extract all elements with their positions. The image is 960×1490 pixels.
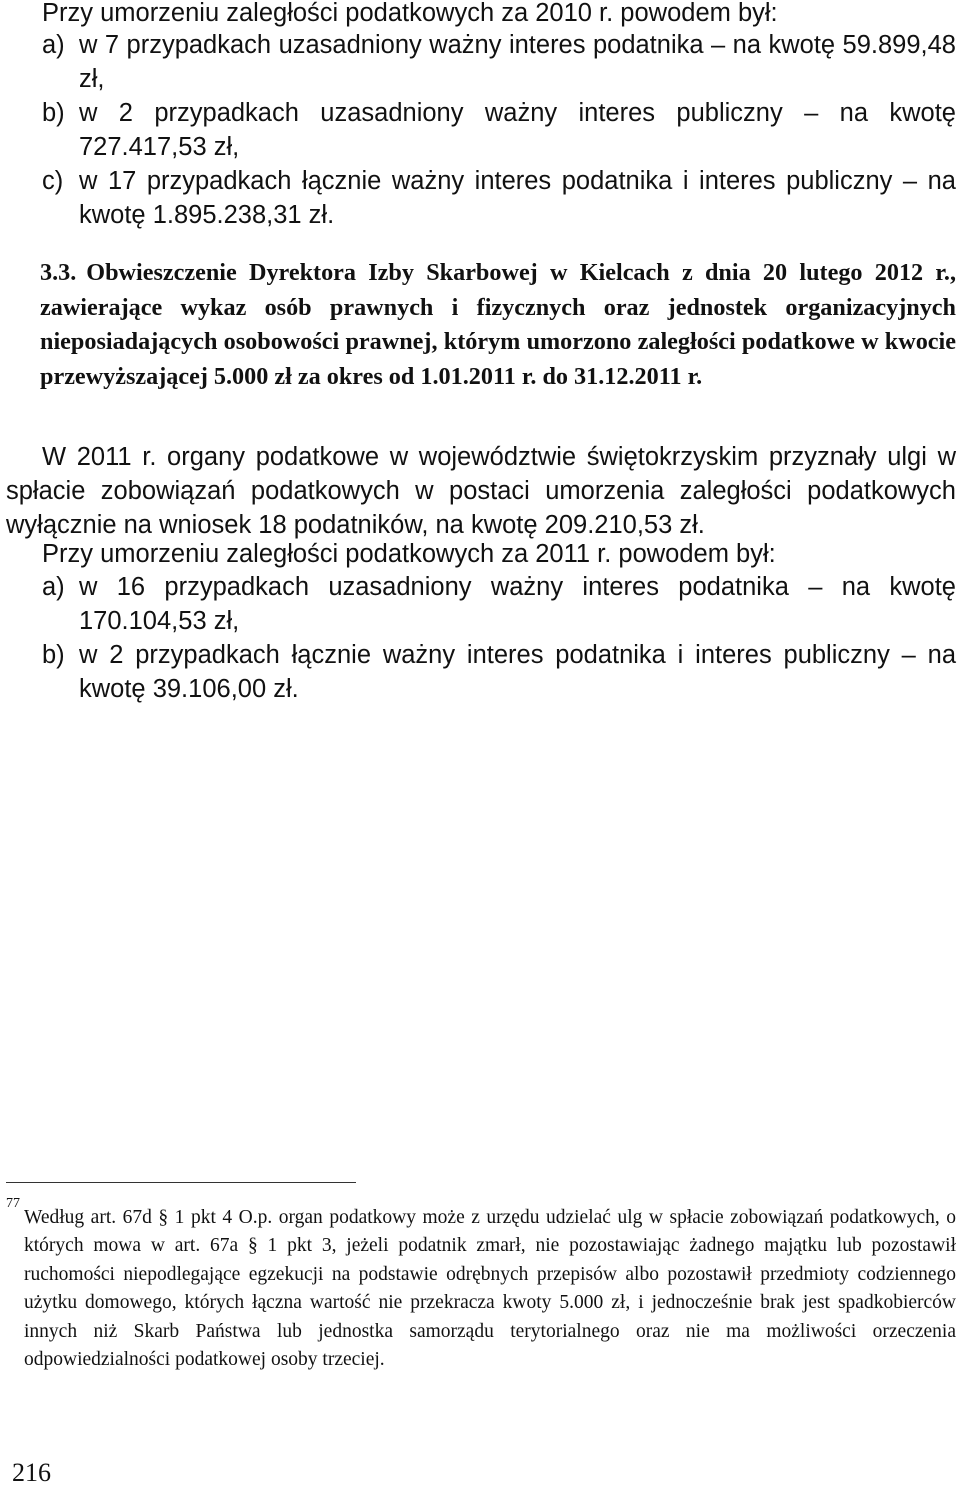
footnote-divider [6,1182,356,1183]
intro-2011: Przy umorzeniu zaległości podatkowych za 2011 r. powodem był: [42,540,776,568]
list-marker: a) [42,31,65,59]
intro-2010: Przy umorzeniu zaległości podatkowych za 2010 r. powodem był: [42,0,778,27]
list-marker: a) [42,573,65,601]
paragraph-2011: W 2011 r. organy podatkowe w województwie świętokrzyskim przyznały ulgi w spłacie zobowiązań podatkowych w postaci umorzenia zaległości podatkowych wyłącznie na wniosek 18 podatników, na kwotę 209.210,53 zł. [6,443,956,539]
list-marker: b) [42,641,65,669]
page-number: 216 [12,1458,51,1487]
list-item-text: w 2 przypadkach uzasadniony ważny interes publiczny – na kwotę 727.417,53 zł, [79,99,956,161]
list-item-text: w 7 przypadkach uzasadniony ważny interes podatnika – na kwotę 59.899,48 zł, [79,31,956,93]
footnote-number: 77 [6,1196,20,1211]
footnote-text: Według art. 67d § 1 pkt 4 O.p. organ podatkowy może z urzędu udzielać ulg w spłacie zobowiązań podatkowych, o których mowa w art. 67a § 1 pkt 3, jeżeli podatnik zmarł, nie pozostawiając żadnego majątku lub pozostawił ruchomości niepodlegające egzekucji na podstawie odrębnych przepisów albo pozostawił przedmioty codziennego użytku domowego, których łączna wartość nie przekracza kwoty 5.000 zł, i jednocześnie brak jest spadkobierców innych niż Skarb Państwa lub jednostka samorządu terytorialnego oraz nie ma możliwości orzeczenia odpowiedzialności podatkowej osoby trzeciej. [24,1207,956,1371]
list-item-text: w 17 przypadkach łącznie ważny interes podatnika i interes publiczny – na kwotę 1.895.238,31 zł. [79,167,956,229]
list-marker: b) [42,99,65,127]
list-item-text: w 16 przypadkach uzasadniony ważny interes podatnika – na kwotę 170.104,53 zł, [79,573,956,635]
list-2011 [42,570,956,706]
list-item [42,96,956,164]
section-number: 3.3. [40,259,77,286]
list-item [42,164,956,232]
list-marker: c) [42,167,64,195]
section-heading [40,256,956,394]
list-item [42,570,956,638]
list-item-text: w 2 przypadkach łącznie ważny interes podatnika i interes publiczny – na kwotę 39.106,00 zł. [79,641,956,703]
list-item [42,28,956,96]
list-2010 [42,28,956,232]
list-item [42,638,956,706]
section-title: Obwieszczenie Dyrektora Izby Skarbowej w Kielcach z dnia 20 lutego 2012 r., zawierające wykaz osób prawnych i fizycznych oraz jednostek organizacyjnych nieposiadających osobowości prawnej, którym umorzono zaległości podatkowe w kwocie przewyższającej 5.000 zł za okres od 1.01.2011 r. do 31.12.2011 r. [40,259,956,390]
